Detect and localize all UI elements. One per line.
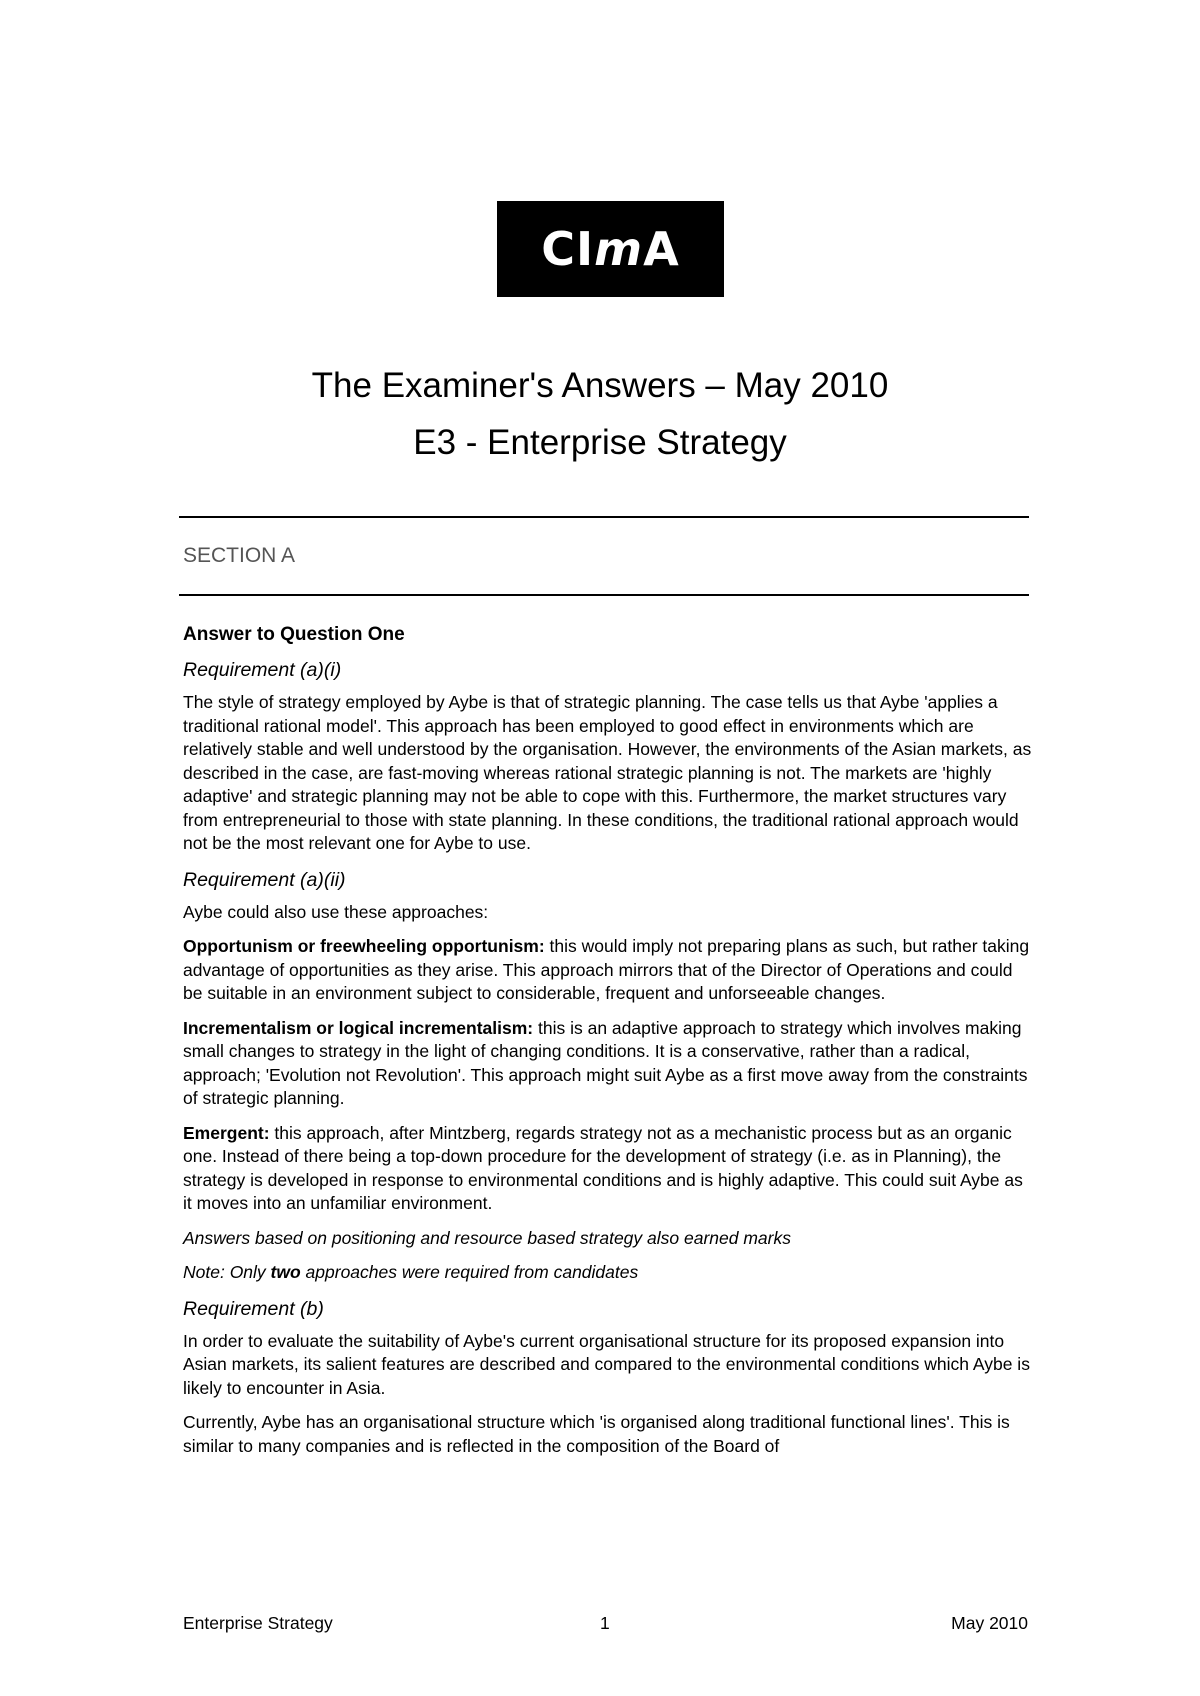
candidates-note: Note: Only two approaches were required from candidates [183, 1262, 639, 1282]
answer-content [183, 622, 1033, 1469]
approach-text: this approach, after Mintzberg, regards strategy not as a mechanistic process but as an organic one. Instead of there being a top-down procedure for the development of strategy (i.e. as in Planning), the strategy is developed in response to environmental conditions and is highly adaptive. This could suit Aybe as it moves into an unfamiliar environment. [183, 1122, 1023, 1213]
requirement-b-para-2: Currently, Aybe has an organisational structure which 'is organised along traditional functional lines'. This is similar to many companies and is reflected in the composition of the Board of [183, 1412, 1010, 1456]
requirement-a-ii-heading: Requirement (a)(ii) [183, 868, 346, 891]
approach-text: this is an adaptive approach to strategy which involves making small changes to strategy in the light of changing conditions. It is a conservative, rather than a radical, approach; 'Evolution not Revolution'. This approach might suit Aybe as a first move away from the constraints of strategic planning. [183, 1017, 1028, 1108]
page-footer [183, 1611, 1028, 1635]
approach-item-opportunism [183, 935, 1033, 1006]
footer-subject: Enterprise Strategy [183, 1613, 333, 1633]
requirement-b-heading: Requirement (b) [183, 1297, 324, 1320]
approach-term: Opportunism or freewheeling opportunism: [183, 936, 545, 956]
section-label: SECTION A [183, 544, 296, 567]
requirement-a-ii-intro: Aybe could also use these approaches: [183, 901, 489, 922]
divider-bottom [179, 594, 1029, 596]
footer-date: May 2010 [951, 1613, 1028, 1633]
divider-top [179, 516, 1029, 518]
page-subtitle: E3 - Enterprise Strategy [413, 423, 787, 462]
approach-term: Emergent: [183, 1122, 270, 1143]
page-title: The Examiner's Answers – May 2010 [311, 366, 889, 405]
approach-item-emergent [183, 1122, 1033, 1216]
cima-logo-text: CImA [541, 222, 680, 276]
marking-note: Answers based on positioning and resource based strategy also earned marks [183, 1227, 791, 1248]
approach-term: Incrementalism or logical incrementalism: [183, 1017, 534, 1038]
requirement-b-para-1: In order to evaluate the suitability of Aybe's current organisational structure for its proposed expansion into Asian markets, its salient features are described and compared to the environmental conditions which Aybe is likely to encounter in Asia. [183, 1330, 1030, 1398]
question-heading: Answer to Question One [183, 624, 405, 645]
requirement-a-i-heading: Requirement (a)(i) [183, 659, 342, 681]
page-number: 1 [600, 1613, 610, 1633]
approach-text: this would imply not preparing plans as such, but rather taking advantage of opportunities as they arise. This approach mirrors that of the Director of Operations and could be suitable in an environment subject to considerable, frequent and unforseeable changes. [183, 936, 1030, 1003]
approach-item-incrementalism [183, 1017, 1033, 1111]
cima-logo [497, 201, 724, 297]
requirement-a-i-text: The style of strategy employed by Aybe is that of strategic planning. The case tells us that Aybe 'applies a traditional rational model'. This approach has been employed to good effect in environments which are relatively stable and well understood by the organisation. However, the environments of the Asian markets, as described in the case, are fast-moving whereas rational strategic planning is not. The markets are 'highly adaptive' and strategic planning may not be able to cope with this. Furthermore, the market structures vary from entrepreneurial to those with state planning. In these conditions, the traditional rational approach would not be the most relevant one for Aybe to use. [183, 692, 1032, 853]
